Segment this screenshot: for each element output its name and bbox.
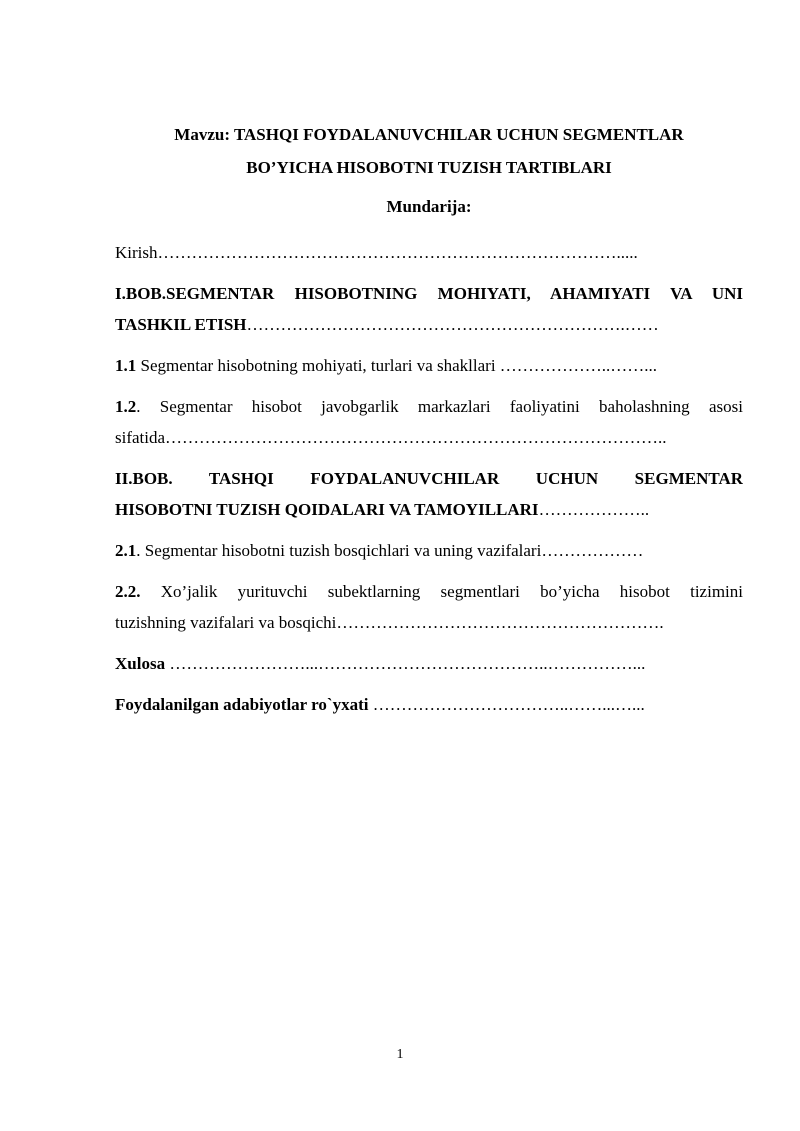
toc-chapter-1-leader: ………………………………………………………….……: [246, 315, 659, 334]
toc-entry-2-2: [115, 576, 743, 638]
page-number: 1: [396, 1047, 404, 1062]
toc-2-1-line: [115, 535, 743, 566]
toc-references-label: Foydalanilgan adabiyotlar ro`yxati: [115, 695, 369, 714]
toc-chapter-2-line-2: [115, 494, 743, 525]
toc-1-2-number: 1.2: [115, 397, 137, 416]
table-of-contents: [115, 237, 743, 730]
toc-chapter-2-line-1: II.BOB. TASHQI FOYDALANUVCHILAR UCHUN SEGMENTAR: [115, 469, 743, 488]
title-line-1: Mavzu: TASHQI FOYDALANUVCHILAR UCHUN SEGMENTLAR: [174, 125, 684, 144]
toc-entry-chapter-1: [115, 278, 743, 340]
toc-1-1-leader: ………………..……...: [499, 356, 658, 375]
title-line-2: BO’YICHA HISOBOTNI TUZISH TARTIBLARI: [246, 158, 612, 177]
toc-entry-references: [115, 689, 743, 720]
toc-chapter-1-line-1: I.BOB.SEGMENTAR HISOBOTNING MOHIYATI, AHAMIYATI VA UNI: [115, 284, 743, 303]
toc-2-2-number: 2.2.: [115, 582, 141, 601]
toc-chapter-2-leader: ………………..: [538, 500, 650, 519]
document-title: [115, 118, 743, 184]
toc-entry-1-1: [115, 350, 743, 381]
toc-2-1-number: 2.1: [115, 541, 137, 560]
toc-references-line: [115, 689, 743, 720]
toc-2-2-line-1: [115, 576, 743, 607]
toc-conclusion-line: [115, 648, 743, 679]
toc-1-2-line-1: [115, 391, 743, 422]
toc-intro-leader: ……………………………………………………………………….....: [157, 243, 638, 262]
toc-chapter-1-line-2: [115, 309, 743, 340]
toc-1-2-text: . Segmentar hisobot javobgarlik markazlari faoliyatini baholashning asosi: [136, 397, 743, 416]
toc-2-1-text: . Segmentar hisobotni tuzish bosqichlari va uning vazifalari: [136, 541, 542, 560]
toc-2-2-text: Xo’jalik yurituvchi subektlarning segmentlari bo’yicha hisobot tizimini: [140, 582, 743, 601]
toc-1-1-text: Segmentar hisobotning mohiyati, turlari va shakllari: [136, 356, 500, 375]
toc-references-leader: ……………………………..……...…...: [368, 695, 645, 714]
toc-entry-intro: [115, 237, 743, 268]
toc-conclusion-leader: ……………………...…………………………………..……………...: [165, 654, 646, 673]
toc-entry-conclusion: [115, 648, 743, 679]
toc-2-1-leader: ………………: [541, 541, 644, 560]
toc-intro-line: [115, 237, 743, 268]
toc-entry-1-2: [115, 391, 743, 453]
toc-1-2-line-2: sifatida……………………………………………………………………………..: [115, 428, 667, 447]
toc-chapter-1-label: TASHKIL ETISH: [115, 315, 247, 334]
toc-2-2-line-2: tuzishning vazifalari va bosqichi………………………………………………….: [115, 613, 664, 632]
toc-entry-2-1: [115, 535, 743, 566]
toc-1-1-line: [115, 350, 743, 381]
toc-intro-label: Kirish: [115, 243, 158, 262]
toc-conclusion-label: Xulosa: [115, 654, 166, 673]
toc-entry-chapter-2: [115, 463, 743, 525]
toc-1-1-number: 1.1: [115, 356, 137, 375]
toc-heading: Mundarija:: [386, 197, 472, 216]
toc-chapter-2-label: HISOBOTNI TUZISH QOIDALARI VA TAMOYILLARI: [115, 500, 539, 519]
